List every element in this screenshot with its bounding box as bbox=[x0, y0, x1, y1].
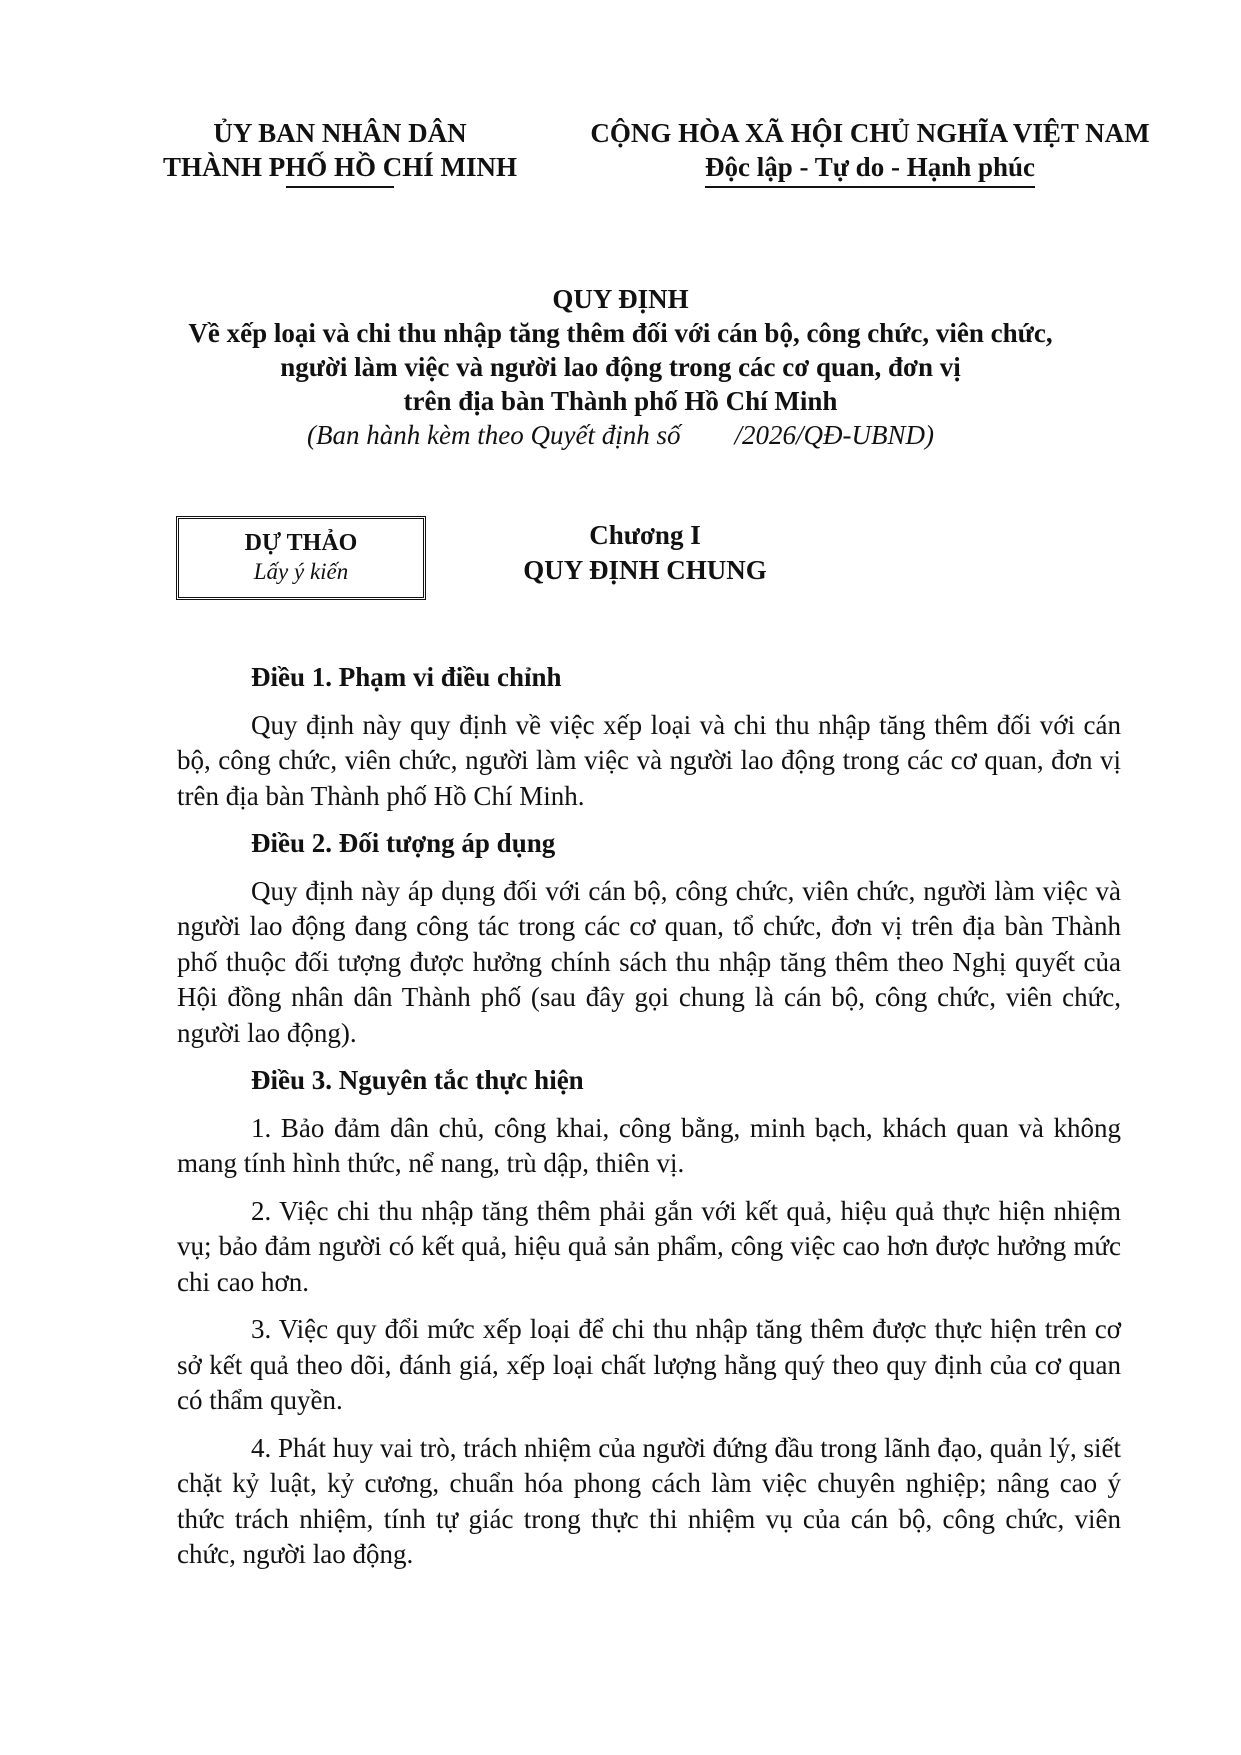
title-main: QUY ĐỊNH bbox=[552, 284, 689, 314]
chapter-number: Chương I bbox=[589, 520, 701, 550]
document-title bbox=[100, 282, 1141, 452]
article-2-paragraph: Quy định này áp dụng đối với cán bộ, công chức, viên chức, người làm việc và người lao động đang công tác trong các cơ quan, tổ chức, đơn vị trên địa bàn Thành phố thuộc đối tượng được hưởng chính sách thu nhập tăng thêm theo Nghị quyết của Hội đồng nhân dân Thành phố (sau đây gọi chung là cán bộ, công chức, viên chức, người lao động). bbox=[177, 875, 1121, 1048]
national-motto bbox=[560, 116, 1180, 188]
authority-line-2: THÀNH PHỐ HỒ CHÍ MINH bbox=[162, 152, 517, 182]
title-line-3: trên địa bàn Thành phố Hồ Chí Minh bbox=[403, 386, 838, 416]
document-body bbox=[177, 660, 1121, 1585]
article-3-clause-2: 2. Việc chi thu nhập tăng thêm phải gắn với kết quả, hiệu quả thực hiện nhiệm vụ; bảo đảm người có kết quả, hiệu quả sản phẩm, công việc cao hơn được hưởng mức chi cao hơn. bbox=[177, 1195, 1121, 1297]
title-line-2: người làm việc và người lao động trong các cơ quan, đơn vị bbox=[280, 352, 961, 382]
issuing-authority bbox=[150, 116, 530, 188]
article-2-heading: Điều 2. Đối tượng áp dụng bbox=[251, 828, 556, 858]
article-1-paragraph: Quy định này quy định về việc xếp loại và chi thu nhập tăng thêm đối với cán bộ, công chức, viên chức, người làm việc và người lao động trong các cơ quan, đơn vị trên địa bàn Thành phố Hồ Chí Minh. bbox=[177, 709, 1121, 811]
authority-underline bbox=[286, 186, 394, 188]
article-3-clause-4: 4. Phát huy vai trò, trách nhiệm của người đứng đầu trong lãnh đạo, quản lý, siết chặt kỷ luật, kỷ cương, chuẩn hóa phong cách làm việc chuyên nghiệp; nâng cao ý thức trách nhiệm, tính tự giác trong thực thi nhiệm vụ của cán bộ, công chức, viên chức, người lao động. bbox=[177, 1432, 1121, 1569]
article-3-clause-3: 3. Việc quy đổi mức xếp loại để chi thu nhập tăng thêm được thực hiện trên cơ sở kết quả theo dõi, đánh giá, xếp loại chất lượng hằng quý theo quy định của cơ quan có thẩm quyền. bbox=[177, 1314, 1121, 1415]
motto-line: Độc lập - Tự do - Hạnh phúc bbox=[705, 150, 1035, 188]
issued-with-decision: (Ban hành kèm theo Quyết định số /2026/QĐ-UBND) bbox=[307, 420, 934, 450]
article-3-clause-1: 1. Bảo đảm dân chủ, công khai, công bằng, minh bạch, khách quan và không mang tính hình thức, nể nang, trù dập, thiên vị. bbox=[177, 1112, 1121, 1178]
chapter-heading bbox=[470, 518, 820, 588]
draft-note: Lấy ý kiến bbox=[253, 559, 349, 584]
article-3-heading: Điều 3. Nguyên tắc thực hiện bbox=[251, 1065, 584, 1095]
chapter-name: QUY ĐỊNH CHUNG bbox=[523, 555, 767, 585]
title-line-1: Về xếp loại và chi thu nhập tăng thêm đối với cán bộ, công chức, viên chức, bbox=[188, 318, 1053, 348]
draft-label: DỰ THẢO bbox=[244, 530, 358, 556]
article-1-heading: Điều 1. Phạm vi điều chỉnh bbox=[251, 662, 562, 692]
authority-line-1: ỦY BAN NHÂN DÂN bbox=[213, 118, 467, 148]
draft-stamp bbox=[176, 516, 426, 600]
nation-name: CỘNG HÒA XÃ HỘI CHỦ NGHĨA VIỆT NAM bbox=[590, 118, 1150, 148]
